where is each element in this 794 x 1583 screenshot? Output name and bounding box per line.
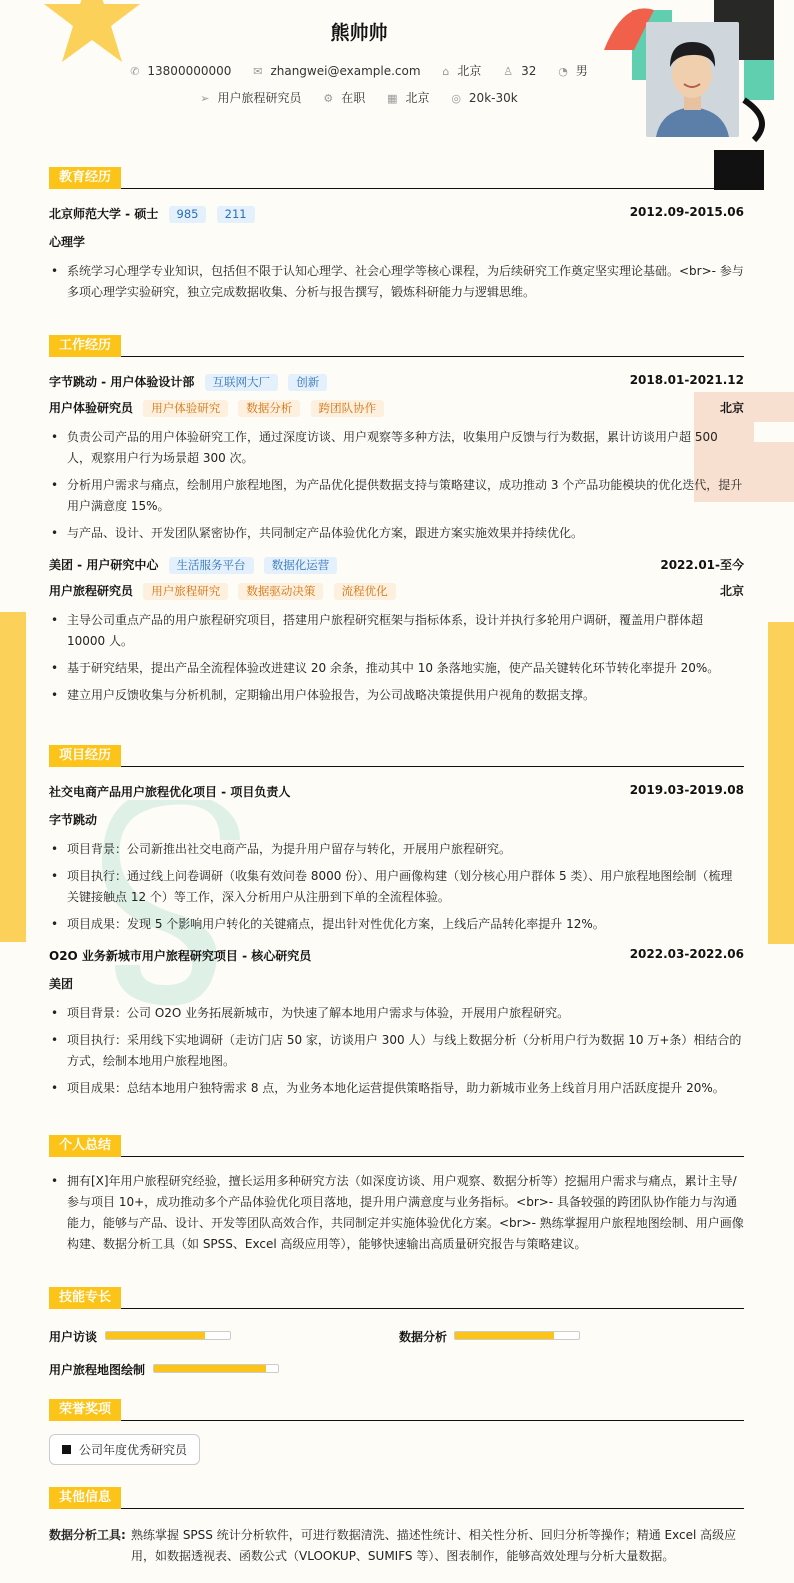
salary-info: ◎ 20k-30k (451, 91, 518, 105)
list-item: • 系统学习心理学专业知识，包括但不限于认知心理学、社会心理学等核心课程，为后续研究工作奠定坚实理论基础。<br>- 参与多项心理学实验研究，独立完成数据收集、分析与报告撰写，锻炼科研能力与逻辑思维。 (49, 261, 744, 303)
work-title: 工作经历 (49, 335, 121, 357)
role-tag: 跨团队协作 (311, 400, 385, 417)
role-tag: 数据分析 (238, 400, 300, 417)
education-school-row: 北京师范大学 - 硕士 985 211 2012.09-2015.06 (49, 205, 744, 221)
email-info: ✉ zhangwei@example.com (253, 64, 421, 78)
other-section (49, 1486, 744, 1567)
city-info: ▦ 北京 (387, 91, 430, 105)
summary-section (49, 1134, 744, 1261)
company-tag: 互联网大厂 (205, 374, 279, 391)
skill-level-fill (455, 1332, 554, 1339)
list-item: • 负责公司产品的用户体验研究工作，通过深度访谈、用户观察等多种方法，收集用户反馈与行为数据，累计访谈用户超 500 人，观察用户行为场景超 300 次。 (49, 427, 744, 469)
skill-level-bar (153, 1364, 279, 1373)
skill-level-fill (106, 1332, 205, 1339)
list-item: • 项目背景：公司 O2O 业务拓展新城市，为快速了解本地用户需求与体验，开展用户旅程研究。 (49, 1003, 744, 1024)
list-item: • 分析用户需求与痛点，绘制用户旅程地图，为产品优化提供数据支持与策略建议，成功推动 3 个产品功能模块的优化迭代，提升用户满意度 15%。 (49, 475, 744, 517)
salary-icon: ◎ (451, 92, 461, 105)
other-header (49, 1486, 744, 1509)
list-item: • 项目成果：总结本地用户独特需求 8 点，为业务本地化运营提供策略指导，助力新城市业务上线首月用户活跃度提升 20%。 (49, 1078, 744, 1099)
work-date: 2022.01-至今 (660, 558, 744, 572)
age-info: ♙ 32 (503, 64, 537, 78)
status-icon: ⚙ (323, 92, 334, 105)
phone-info: ✆ 13800000000 (130, 64, 232, 78)
work-bullets (49, 427, 744, 544)
projects-section (49, 744, 744, 1105)
summary-title: 个人总结 (49, 1135, 121, 1157)
role-tag: 用户旅程研究 (143, 583, 228, 600)
avatar (646, 22, 739, 137)
other-info-label: 数据分析工具: (49, 1528, 126, 1542)
home-icon: ⌂ (442, 65, 450, 78)
contact-row (49, 62, 669, 79)
awards-title: 荣誉奖项 (49, 1399, 121, 1421)
work-bullets (49, 610, 744, 706)
age-icon: ♙ (503, 65, 514, 78)
status-info: ⚙ 在职 (323, 91, 366, 105)
project-date: 2022.03-2022.06 (629, 947, 744, 961)
work-section (49, 334, 744, 712)
job-row (49, 89, 669, 106)
school-tag: 211 (217, 206, 255, 223)
work-location: 北京 (719, 584, 744, 598)
education-header (49, 166, 744, 189)
skills-section (49, 1286, 744, 1386)
gender-icon: ◔ (558, 65, 568, 78)
other-title: 其他信息 (49, 1487, 121, 1509)
company-tag: 创新 (288, 374, 327, 391)
list-item: • 基于研究结果，提出产品全流程体验改进建议 20 余条，推动其中 10 条落地实施，使产品关键转化环节转化率提升 20%。 (49, 658, 744, 679)
list-item: • 项目执行：通过线上问卷调研（收集有效问卷 8000 份）、用户画像构建（划分核心用户群体 5 类）、用户旅程地图绘制（梳理关键接触点 12 个）等工作，深入分析用户从注册到下单的全流程体验。 (49, 866, 744, 908)
awards-header (49, 1398, 744, 1421)
role-tag: 数据驱动决策 (238, 583, 323, 600)
skill-level-fill (154, 1365, 266, 1372)
skill-name: 数据分析 (399, 1330, 448, 1344)
school-tag: 985 (169, 206, 207, 223)
education-date: 2012.09-2015.06 (629, 205, 744, 219)
gender-info: ◔ 男 (558, 64, 588, 78)
right-accent-bar (768, 622, 794, 944)
awards-section (49, 1398, 744, 1478)
resume-header (49, 0, 744, 150)
skills-header (49, 1286, 744, 1309)
list-item: • 项目成果：发现 5 个影响用户转化的关键痛点，提出针对性优化方案，上线后产品转化率提升 12%。 (49, 914, 744, 935)
left-accent-bar (0, 612, 26, 942)
skills-title: 技能专长 (49, 1287, 121, 1309)
education-major: 心理学 (49, 235, 86, 249)
work-company-row: 美团 - 用户研究中心 生活服务平台 数据化运营 2022.01-至今 (49, 558, 744, 572)
project-org: 字节跳动 (49, 813, 98, 827)
project-date: 2019.03-2019.08 (629, 783, 744, 797)
email-icon: ✉ (253, 65, 263, 78)
list-item: • 项目背景：公司新推出社交电商产品，为提升用户留存与转化，开展用户旅程研究。 (49, 839, 744, 860)
phone-icon: ✆ (130, 65, 140, 78)
list-item: • 主导公司重点产品的用户旅程研究项目，搭建用户旅程研究框架与指标体系，设计并执行多轮用户调研，覆盖用户群体超 10000 人。 (49, 610, 744, 652)
projects-header (49, 744, 744, 767)
work-company-row: 字节跳动 - 用户体验设计部 互联网大厂 创新 2018.01-2021.12 (49, 373, 744, 389)
award-bullet-icon (62, 1445, 71, 1454)
role-tag: 流程优化 (334, 583, 396, 600)
home-info: ⌂ 北京 (442, 64, 482, 78)
list-item: • 与产品、设计、开发团队紧密协作，共同制定产品体验优化方案，跟进方案实施效果并持续优化。 (49, 523, 744, 544)
list-item: • 项目执行：采用线下实地调研（走访门店 50 家，访谈用户 300 人）与线上数据分析（分析用户行为数据 10 万+条）相结合的方式，绘制本地用户旅程地图。 (49, 1030, 744, 1072)
projects-title: 项目经历 (49, 745, 121, 767)
skill-level-bar (454, 1331, 580, 1340)
avatar-illustration (646, 22, 739, 137)
project-bullets (49, 839, 744, 935)
resume-page (49, 0, 744, 1563)
summary-header (49, 1134, 744, 1157)
building-icon: ▦ (387, 92, 398, 105)
education-title: 教育经历 (49, 167, 121, 189)
education-bullets (49, 261, 744, 303)
project-org: 美团 (49, 977, 74, 991)
summary-bullets (49, 1171, 744, 1255)
candidate-name: 熊帅帅 (330, 22, 388, 44)
education-section (49, 166, 744, 309)
project-bullets (49, 1003, 744, 1099)
skill-name: 用户旅程地图绘制 (49, 1363, 146, 1377)
work-role-row: 用户旅程研究员 用户旅程研究 数据驱动决策 流程优化 北京 (49, 584, 744, 598)
other-info-row (49, 1525, 744, 1567)
list-item: • 拥有[X]年用户旅程研究经验，擅长运用多种研究方法（如深度访谈、用户观察、数据分析等）挖掘用户需求与痛点，累计主导/参与项目 10+，成功推动多个产品体验优化项目落地，提升用户满意度与业务指标。<br>- 具备较强的跨团队协作能力与沟通能力，能够与产品、设计、开发等团队高效合作，共同制定并实施体验优化方案。<br>- 熟练掌握用户旅程地图绘制、用户画像构建、数据分析工具（如 SPSS、Excel 高级应用等），能够快速输出高质量研究报告与策略建议。 (49, 1171, 744, 1255)
work-location: 北京 (719, 401, 744, 415)
company-tag: 数据化运营 (264, 557, 338, 574)
work-role-row: 用户体验研究员 用户体验研究 数据分析 跨团队协作 北京 (49, 401, 744, 415)
skill-name: 用户访谈 (49, 1330, 98, 1344)
project-name-row: O2O 业务新城市用户旅程研究项目 - 核心研究员 2022.03-2022.06 (49, 947, 744, 963)
other-info-text: 熟练掌握 SPSS 统计分析软件，可进行数据清洗、描述性统计、相关性分析、回归分析等操作；精通 Excel 高级应用，如数据透视表、函数公式（VLOOKUP、SUMIFS 等）、图表制作，能够高效处理与分析大量数据。 (131, 1528, 737, 1563)
role-tag: 用户体验研究 (143, 400, 228, 417)
award-badge: 公司年度优秀研究员 (49, 1434, 200, 1465)
project-name-row: 社交电商产品用户旅程优化项目 - 项目负责人 2019.03-2019.08 (49, 783, 744, 799)
job-title-info: ➢ 用户旅程研究员 (200, 91, 302, 105)
list-item: • 建立用户反馈收集与分析机制，定期输出用户体验报告，为公司战略决策提供用户视角的数据支撑。 (49, 685, 744, 706)
work-header (49, 334, 744, 357)
work-date: 2018.01-2021.12 (629, 373, 744, 387)
send-icon: ➢ (200, 92, 210, 105)
skill-level-bar (105, 1331, 231, 1340)
company-tag: 生活服务平台 (169, 557, 254, 574)
